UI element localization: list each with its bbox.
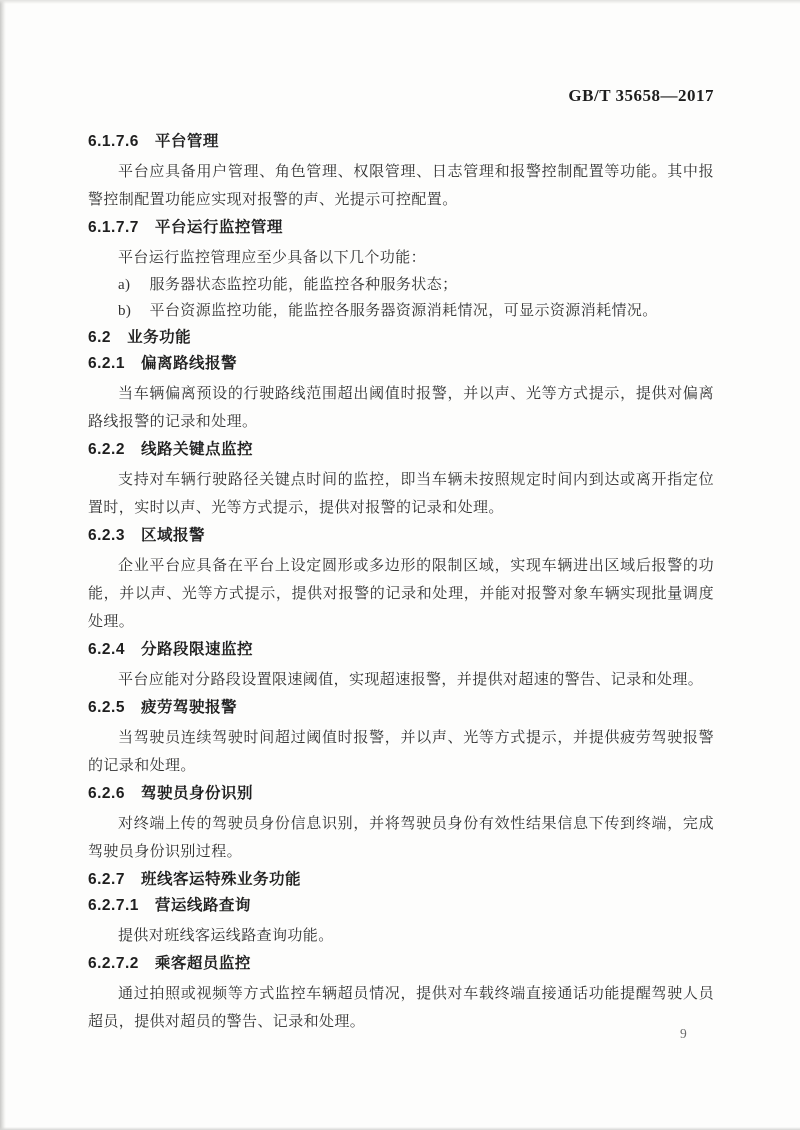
section-number: 6.2.1 [88, 355, 125, 372]
list-item-text: 服务器状态监控功能，能监控各种服务状态； [149, 277, 458, 293]
section-title: 驾驶员身份识别 [140, 785, 253, 802]
paragraph: 当驾驶员连续驾驶时间超过阈值时报警，并以声、光等方式提示，并提供疲劳驾驶报警的记录和处理。 [88, 730, 714, 774]
section-heading-6-2-7-2 [88, 954, 714, 974]
page-number: 9 [680, 1026, 687, 1041]
section-heading-6-2-2 [88, 440, 714, 460]
section-title: 区域报警 [140, 527, 205, 544]
page-edge-left [0, 0, 6, 1130]
section-heading-6-2 [88, 328, 714, 348]
section-heading-6-2-7 [88, 870, 714, 890]
section-number: 6.2.6 [88, 785, 125, 802]
paragraph: 支持对车辆行驶路径关键点时间的监控，即当车辆未按照规定时间内到达或离开指定位置时，实时以声、光等方式提示，提供对报警的记录和处理。 [88, 472, 714, 516]
section-number: 6.2.5 [88, 699, 125, 716]
section-number: 6.2.7.1 [88, 897, 139, 914]
section-number: 6.1.7.6 [88, 133, 139, 150]
section-number: 6.2.3 [88, 527, 125, 544]
section-heading-6-2-4 [88, 640, 714, 660]
section-title: 偏离路线报警 [140, 355, 237, 372]
section-number: 6.1.7.7 [88, 219, 139, 236]
section-number: 6.2.7.2 [88, 955, 139, 972]
section-title: 平台管理 [154, 133, 219, 150]
section-heading-6-2-3 [88, 526, 714, 546]
section-title: 平台运行监控管理 [154, 219, 283, 236]
section-heading-6-2-5 [88, 698, 714, 718]
section-heading-6-2-6 [88, 784, 714, 804]
section-number: 6.2.2 [88, 441, 125, 458]
section-heading-6-2-7-1 [88, 896, 714, 916]
section-title: 乘客超员监控 [154, 955, 251, 972]
list-item-a [88, 272, 714, 298]
paragraph: 提供对班线客运线路查询功能。 [118, 928, 334, 944]
section-heading-6-1-7-6 [88, 132, 714, 152]
standard-number: GB/T 35658—2017 [568, 86, 714, 105]
list-item-text: 平台资源监控功能，能监控各服务器资源消耗情况，可显示资源消耗情况。 [149, 303, 658, 319]
list-item-b [88, 298, 714, 324]
section-title: 线路关键点监控 [140, 441, 253, 458]
section-title: 业务功能 [127, 329, 192, 346]
paragraph: 平台运行监控管理应至少具备以下几个功能： [118, 250, 427, 266]
paragraph: 当车辆偏离预设的行驶路线范围超出阈值时报警，并以声、光等方式提示，提供对偏离路线报警的记录和处理。 [88, 386, 714, 430]
paragraph: 对终端上传的驾驶员身份信息识别，并将驾驶员身份有效性结果信息下传到终端，完成驾驶员身份识别过程。 [88, 816, 714, 860]
paragraph: 企业平台应具备在平台上设定圆形或多边形的限制区域，实现车辆进出区域后报警的功能，并以声、光等方式提示，提供对报警的记录和处理，并能对报警对象车辆实现批量调度处理。 [88, 558, 714, 630]
list-marker: a) [118, 277, 131, 293]
section-title: 分路段限速监控 [140, 641, 253, 658]
paragraph: 平台应能对分路段设置限速阈值，实现超速报警，并提供对超速的警告、记录和处理。 [118, 672, 704, 688]
page-edge-top [0, 0, 800, 4]
list-marker: b) [118, 303, 132, 319]
section-heading-6-2-1 [88, 354, 714, 374]
section-title: 班线客运特殊业务功能 [140, 871, 301, 888]
section-heading-6-1-7-7 [88, 218, 714, 238]
section-number: 6.2.4 [88, 641, 125, 658]
section-number: 6.2 [88, 329, 112, 346]
section-number: 6.2.7 [88, 871, 125, 888]
paragraph: 通过拍照或视频等方式监控车辆超员情况，提供对车载终端直接通话功能提醒驾驶人员超员，提供对超员的警告、记录和处理。 [88, 986, 714, 1030]
paragraph: 平台应具备用户管理、角色管理、权限管理、日志管理和报警控制配置等功能。其中报警控制配置功能应实现对报警的声、光提示可控配置。 [88, 164, 714, 208]
section-title: 营运线路查询 [154, 897, 251, 914]
page-content [88, 86, 714, 1036]
section-title: 疲劳驾驶报警 [140, 699, 237, 716]
